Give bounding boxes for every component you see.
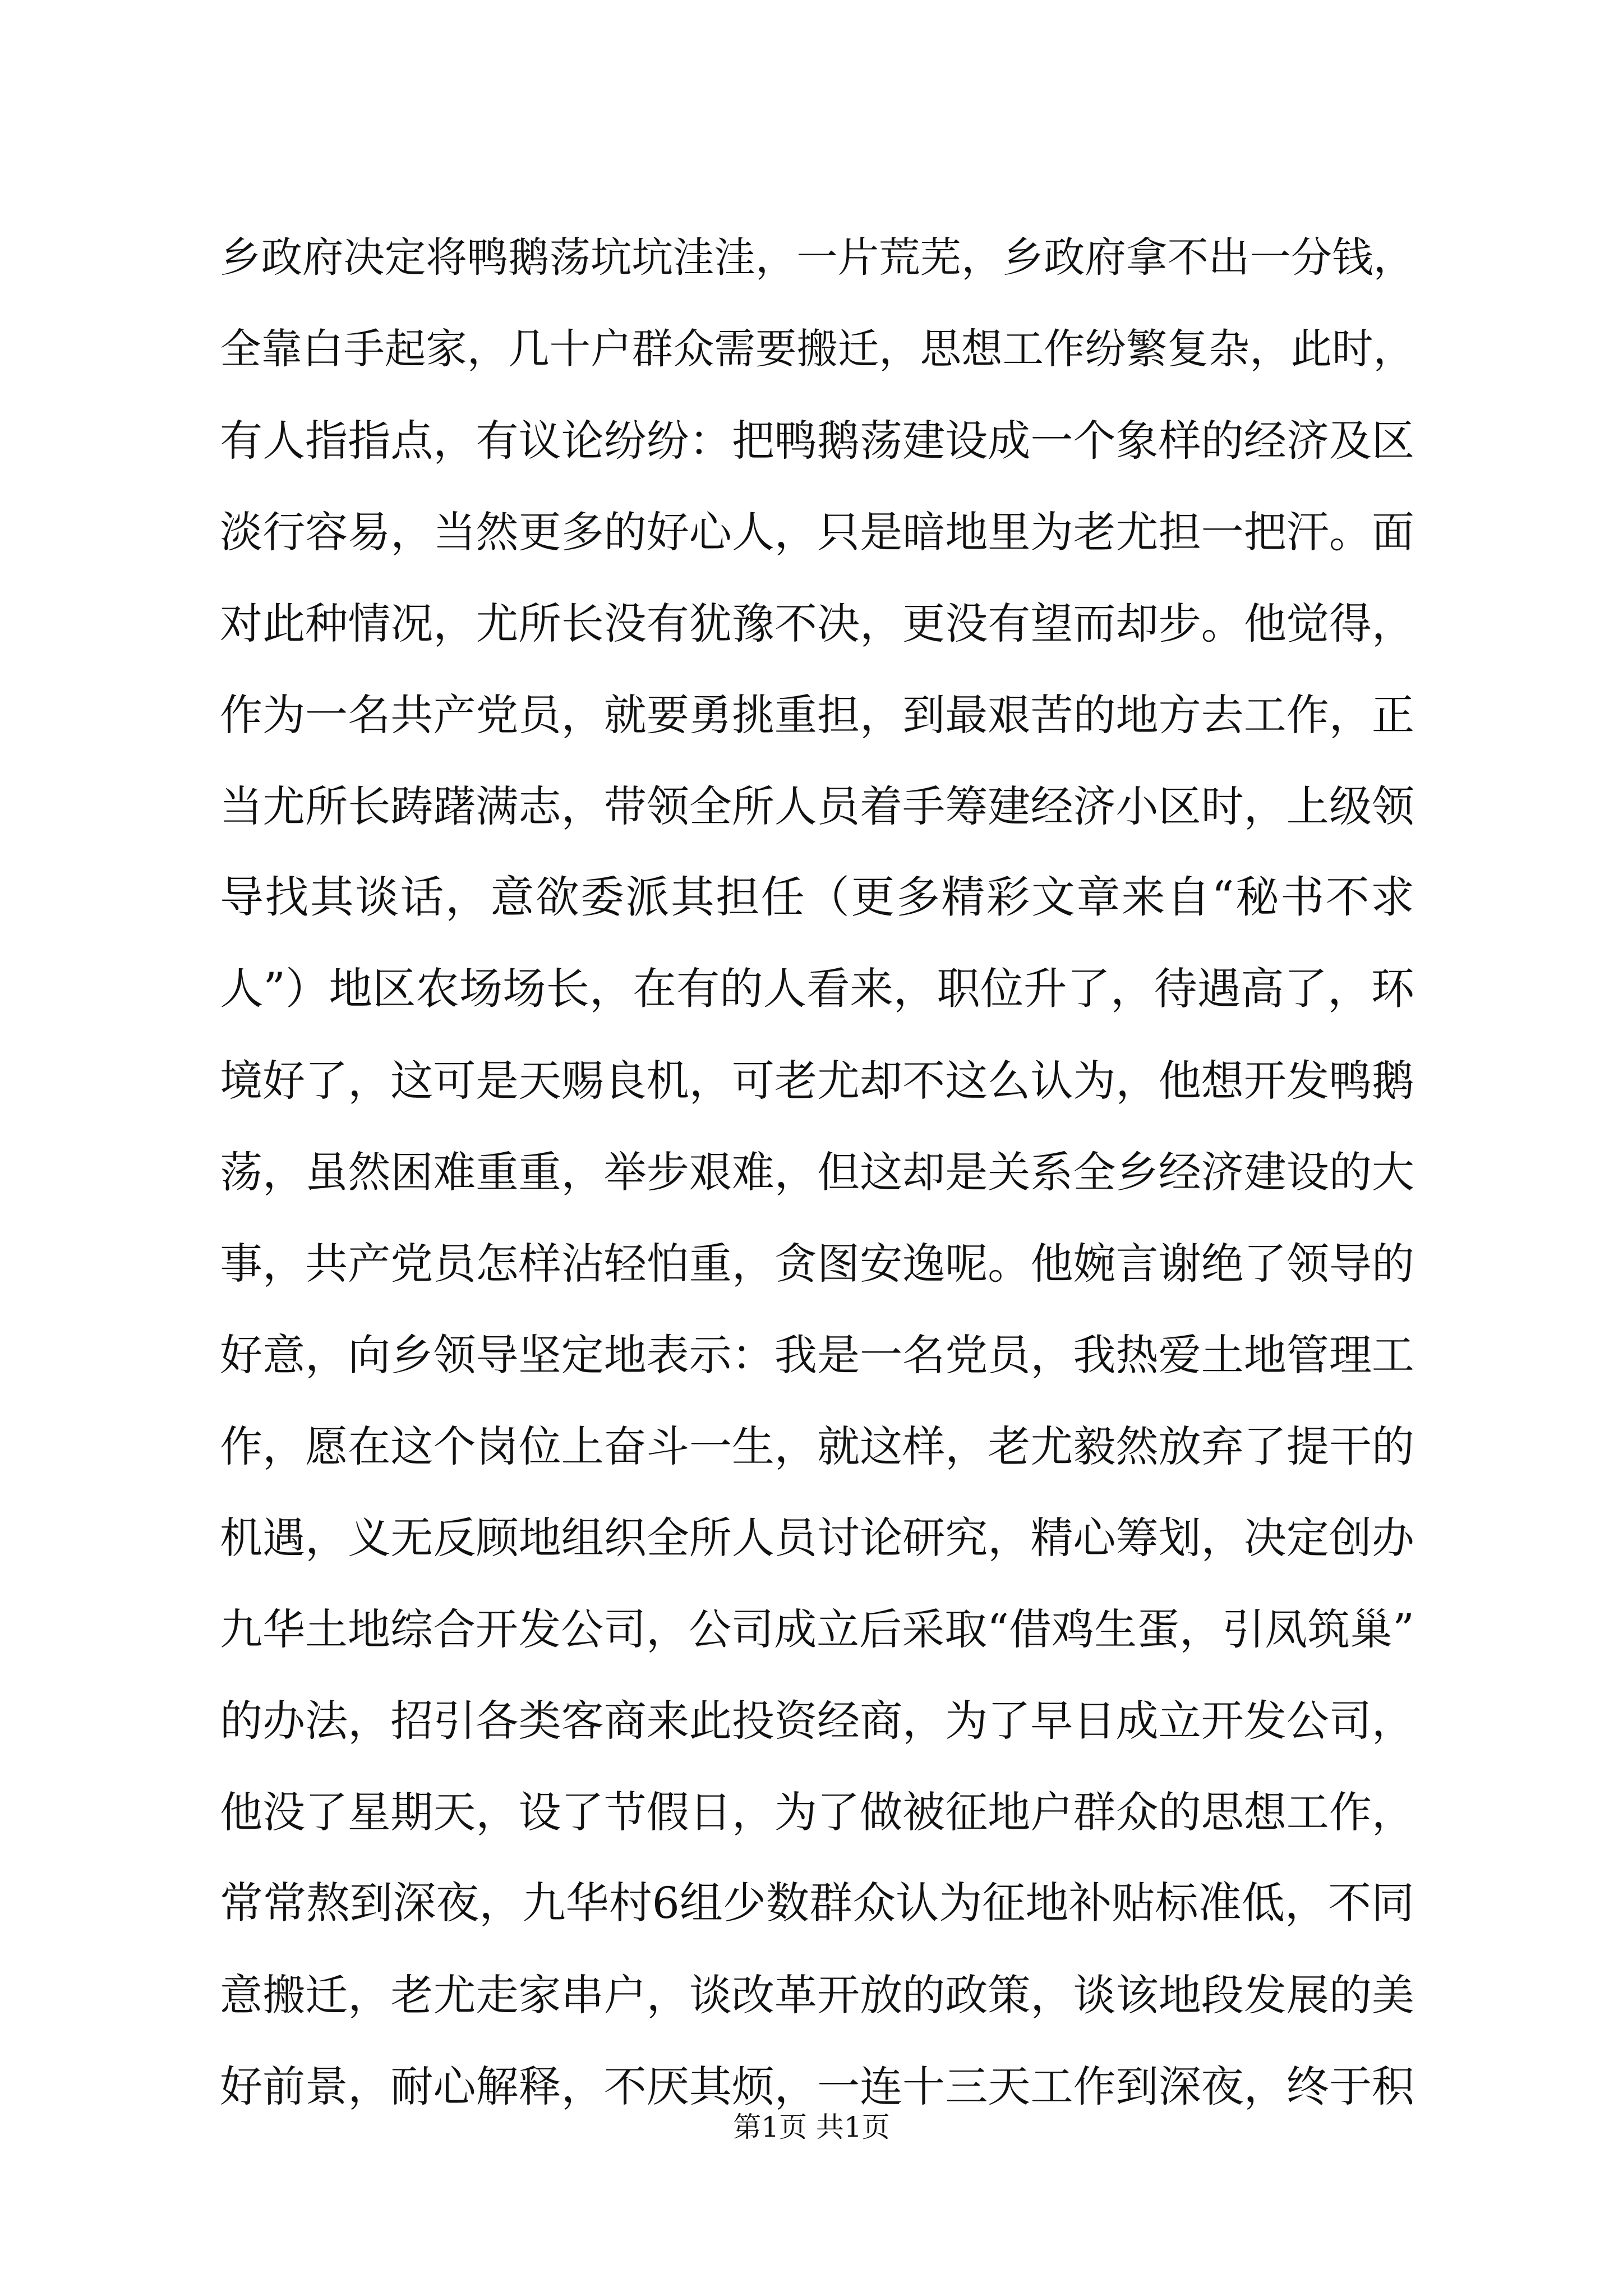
text-line: 荡，虽然困难重重，举步艰难，但这却是关系全乡经济建设的大 (220, 1147, 1414, 1197)
text-line: 当尤所长踌躇满志，带领全所人员着手筹建经济小区时，上级领 (220, 781, 1414, 831)
text-line: 乡政府决定将鸭鹅荡坑坑洼洼，一片荒芜，乡政府拿不出一分钱， (220, 234, 1414, 282)
text-line: 好意，向乡领导坚定地表示：我是一名党员，我热爱土地管理工 (220, 1330, 1414, 1380)
text-line: 事，共产党员怎样沾轻怕重，贪图安逸呢。他婉言谢绝了领导的 (220, 1239, 1414, 1289)
text-line: 的办法，招引各类客商来此投资经商，为了早日成立开发公司， (220, 1696, 1414, 1746)
text-line: 九华土地综合开发公司，公司成立后采取“借鸡生蛋，引凤筑巢” (220, 1604, 1414, 1654)
text-line: 全靠白手起家，几十户群众需要搬迁，思想工作纷繁复杂，此时， (220, 325, 1414, 373)
text-line: 他没了星期天，设了节假日，为了做被征地户群众的思想工作， (220, 1787, 1414, 1837)
text-line: 淡行容易，当然更多的好心人，只是暗地里为老尤担一把汗。面 (220, 507, 1414, 557)
page-footer: 第1页 共1页 (733, 2111, 890, 2143)
text-line: 意搬迁，老尤走家串户，谈改革开放的政策，谈该地段发展的美 (220, 1970, 1414, 2020)
text-line: 对此种情况，尤所长没有犹豫不决，更没有望而却步。他觉得， (220, 599, 1414, 648)
body-text (220, 212, 1414, 2132)
text-line: 好前景，耐心解释，不厌其烦，一连十三天工作到深夜，终于积 (220, 2062, 1414, 2111)
text-line: 常常熬到深夜，九华村6组少数群众认为征地补贴标准低，不同 (220, 1878, 1414, 1929)
text-line: 机遇，义无反顾地组织全所人员讨论研究，精心筹划，决定创办 (220, 1513, 1414, 1563)
text-line: 境好了，这可是天赐良机，可老尤却不这么认为，他想开发鸭鹅 (220, 1056, 1414, 1106)
text-line: 有人指指点，有议论纷纷：把鸭鹅荡建设成一个象样的经济及区 (220, 416, 1414, 466)
text-line: 导找其谈话，意欲委派其担任（更多精彩文章来自“秘书不求 (220, 872, 1414, 923)
text-line: 作为一名共产党员，就要勇挑重担，到最艰苦的地方去工作，正 (220, 690, 1414, 740)
text-line: 作，愿在这个岗位上奋斗一生，就这样，老尤毅然放弃了提干的 (220, 1421, 1414, 1471)
text-line: 人”）地区农场场长，在有的人看来，职位升了，待遇高了，环 (220, 964, 1414, 1014)
